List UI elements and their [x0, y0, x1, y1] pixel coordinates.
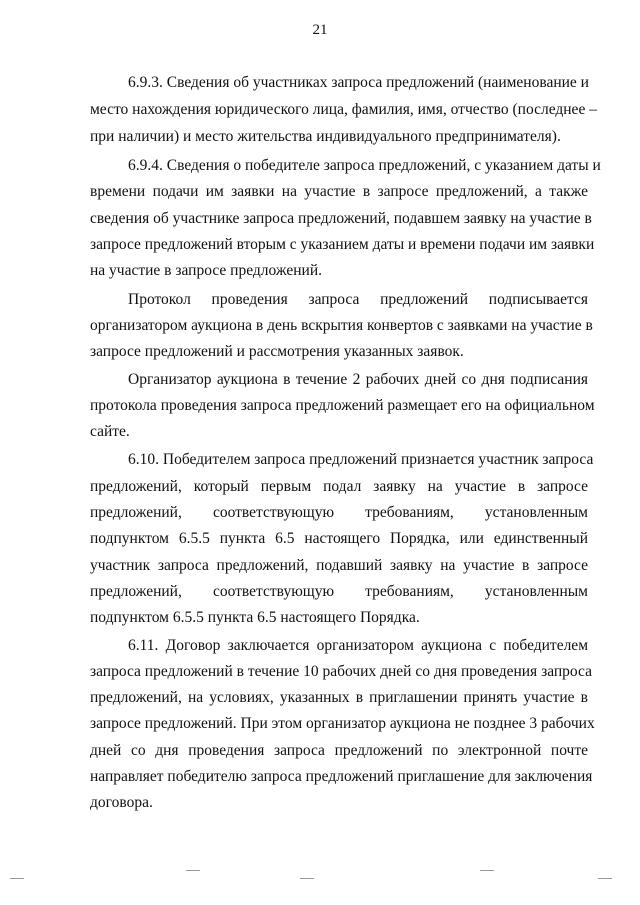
text-line: направляет победителю запроса предложений приглашение для заключения — [90, 768, 593, 785]
text-line: участник запроса предложений, подавший заявку на участие в запросе — [90, 557, 588, 574]
text-line: предложений, на условиях, указанных в приглашении принять участие в — [90, 689, 588, 706]
text-line: предложений, который первым подал заявку на участие в запросе — [90, 478, 588, 495]
scan-artifact — [300, 878, 314, 879]
page-number: 21 — [312, 22, 328, 38]
text-line: сайте. — [90, 423, 130, 440]
text-line: 6.9.4. Сведения о победителе запроса предложений, с указанием даты и — [128, 157, 601, 174]
text-line: на участие в запросе предложений. — [90, 262, 323, 279]
text-line: 6.10. Победителем запроса предложений признается участник запроса — [128, 451, 594, 468]
text-line: 6.9.3. Сведения об участниках запроса предложений (наименование и — [128, 74, 589, 91]
text-line: предложений, соответствующую требованиям, установленным — [90, 504, 588, 521]
scan-artifact — [480, 870, 494, 871]
text-line: предложений, соответствующую требованиям, установленным — [90, 583, 588, 600]
text-line: подпунктом 6.5.5 пункта 6.5 настоящего Порядка, или единственный — [90, 530, 588, 547]
scan-artifact — [598, 878, 612, 879]
text-line: дней со дня проведения запроса предложений по электронной почте — [90, 742, 588, 759]
text-line: времени подачи им заявки на участие в запросе предложений, а также — [90, 183, 588, 200]
text-line: протокола проведения запроса предложений размещает его на официальном — [90, 397, 595, 414]
text-line: запросе предложений и рассмотрения указанных заявок. — [90, 343, 464, 360]
scan-artifact — [186, 870, 200, 871]
text-line: место нахождения юридического лица, фамилия, имя, отчество (последнее – — [90, 101, 597, 118]
text-line: запросе предложений. При этом организатор аукциона не позднее 3 рабочих — [90, 715, 595, 732]
text-line: договора. — [90, 794, 153, 811]
text-line: при наличии) и место жительства индивидуального предпринимателя). — [90, 128, 561, 145]
text-line: подпунктом 6.5.5 пункта 6.5 настоящего Порядка. — [90, 609, 420, 626]
text-line: сведения об участнике запроса предложений, подавшем заявку на участие в — [90, 210, 592, 227]
text-line: Протокол проведения запроса предложений подписывается — [128, 291, 588, 308]
text-line: запроса предложений в течение 10 рабочих дней со дня проведения запроса — [90, 663, 592, 680]
text-line: запросе предложений вторым с указанием даты и времени подачи им заявки — [90, 236, 595, 253]
text-line: Организатор аукциона в течение 2 рабочих дней со дня подписания — [128, 371, 588, 388]
text-line: организатором аукциона в день вскрытия конвертов с заявками на участие в — [90, 317, 593, 334]
scan-artifact — [10, 878, 24, 879]
text-line: 6.11. Договор заключается организатором аукциона с победителем — [128, 637, 588, 654]
